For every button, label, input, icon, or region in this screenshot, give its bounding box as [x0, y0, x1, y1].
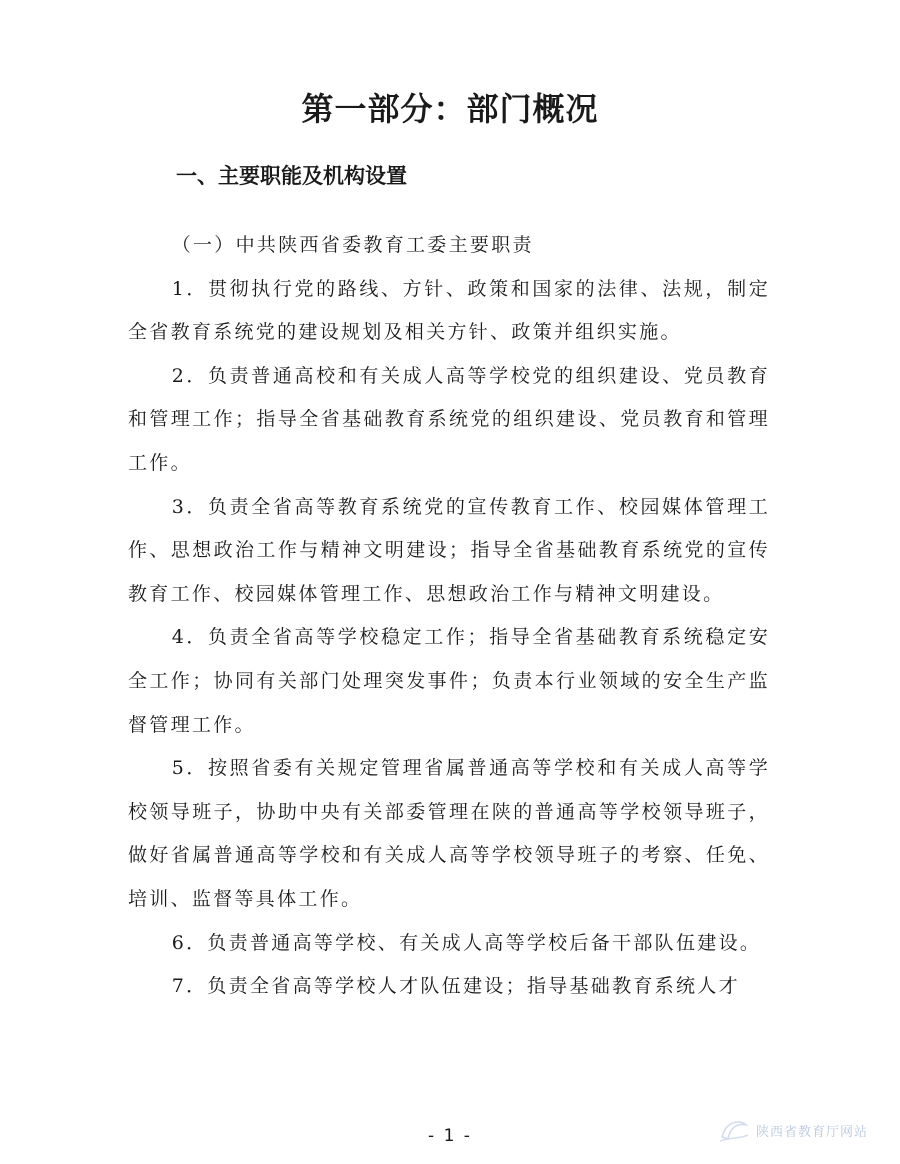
- duty-item-1: 1．贯彻执行党的路线、方针、政策和国家的法律、法规，制定全省教育系统党的建设规划及相关方针、政策并组织实施。: [128, 277, 770, 344]
- page-title: 第一部分：部门概况: [301, 90, 599, 128]
- duty-item-2: 2．负责普通高校和有关成人高等学校党的组织建设、党员教育和管理工作；指导全省基础教育系统党的组织建设、党员教育和管理工作。: [128, 364, 770, 474]
- duty-item-5: 5．按照省委有关规定管理省属普通高等学校和有关成人高等学校领导班子，协助中央有关部委管理在陕的普通高等学校领导班子，做好省属普通高等学校和有关成人高等学校领导班子的考察、任免、培训、监督等具体工作。: [128, 757, 770, 910]
- duty-item-3: 3．负责全省高等教育系统党的宣传教育工作、校园媒体管理工作、思想政治工作与精神文明建设；指导全省基础教育系统党的宣传教育工作、校园媒体管理工作、思想政治工作与精神文明建设。: [128, 495, 770, 605]
- section-heading: 一、主要职能及机构设置: [176, 164, 407, 188]
- site-watermark: [718, 1113, 868, 1147]
- page-number: - 1 -: [428, 1126, 472, 1146]
- watermark-text: 陕西省教育厅网站: [756, 1124, 869, 1140]
- duty-item-4: 4．负责全省高等学校稳定工作；指导全省基础教育系统稳定安全工作；协同有关部门处理突发事件；负责本行业领域的安全生产监督管理工作。: [128, 626, 770, 736]
- duty-item-6: 6．负责普通高等学校、有关成人高等学校后备干部队伍建设。: [171, 931, 762, 954]
- watermark-logo-icon: [718, 1115, 750, 1145]
- subsection-heading: （一）中共陕西省委教育工委主要职责: [171, 234, 534, 256]
- duty-item-7: 7．负责全省高等学校人才队伍建设；指导基础教育系统人才: [171, 975, 740, 998]
- body-text: [128, 224, 770, 1009]
